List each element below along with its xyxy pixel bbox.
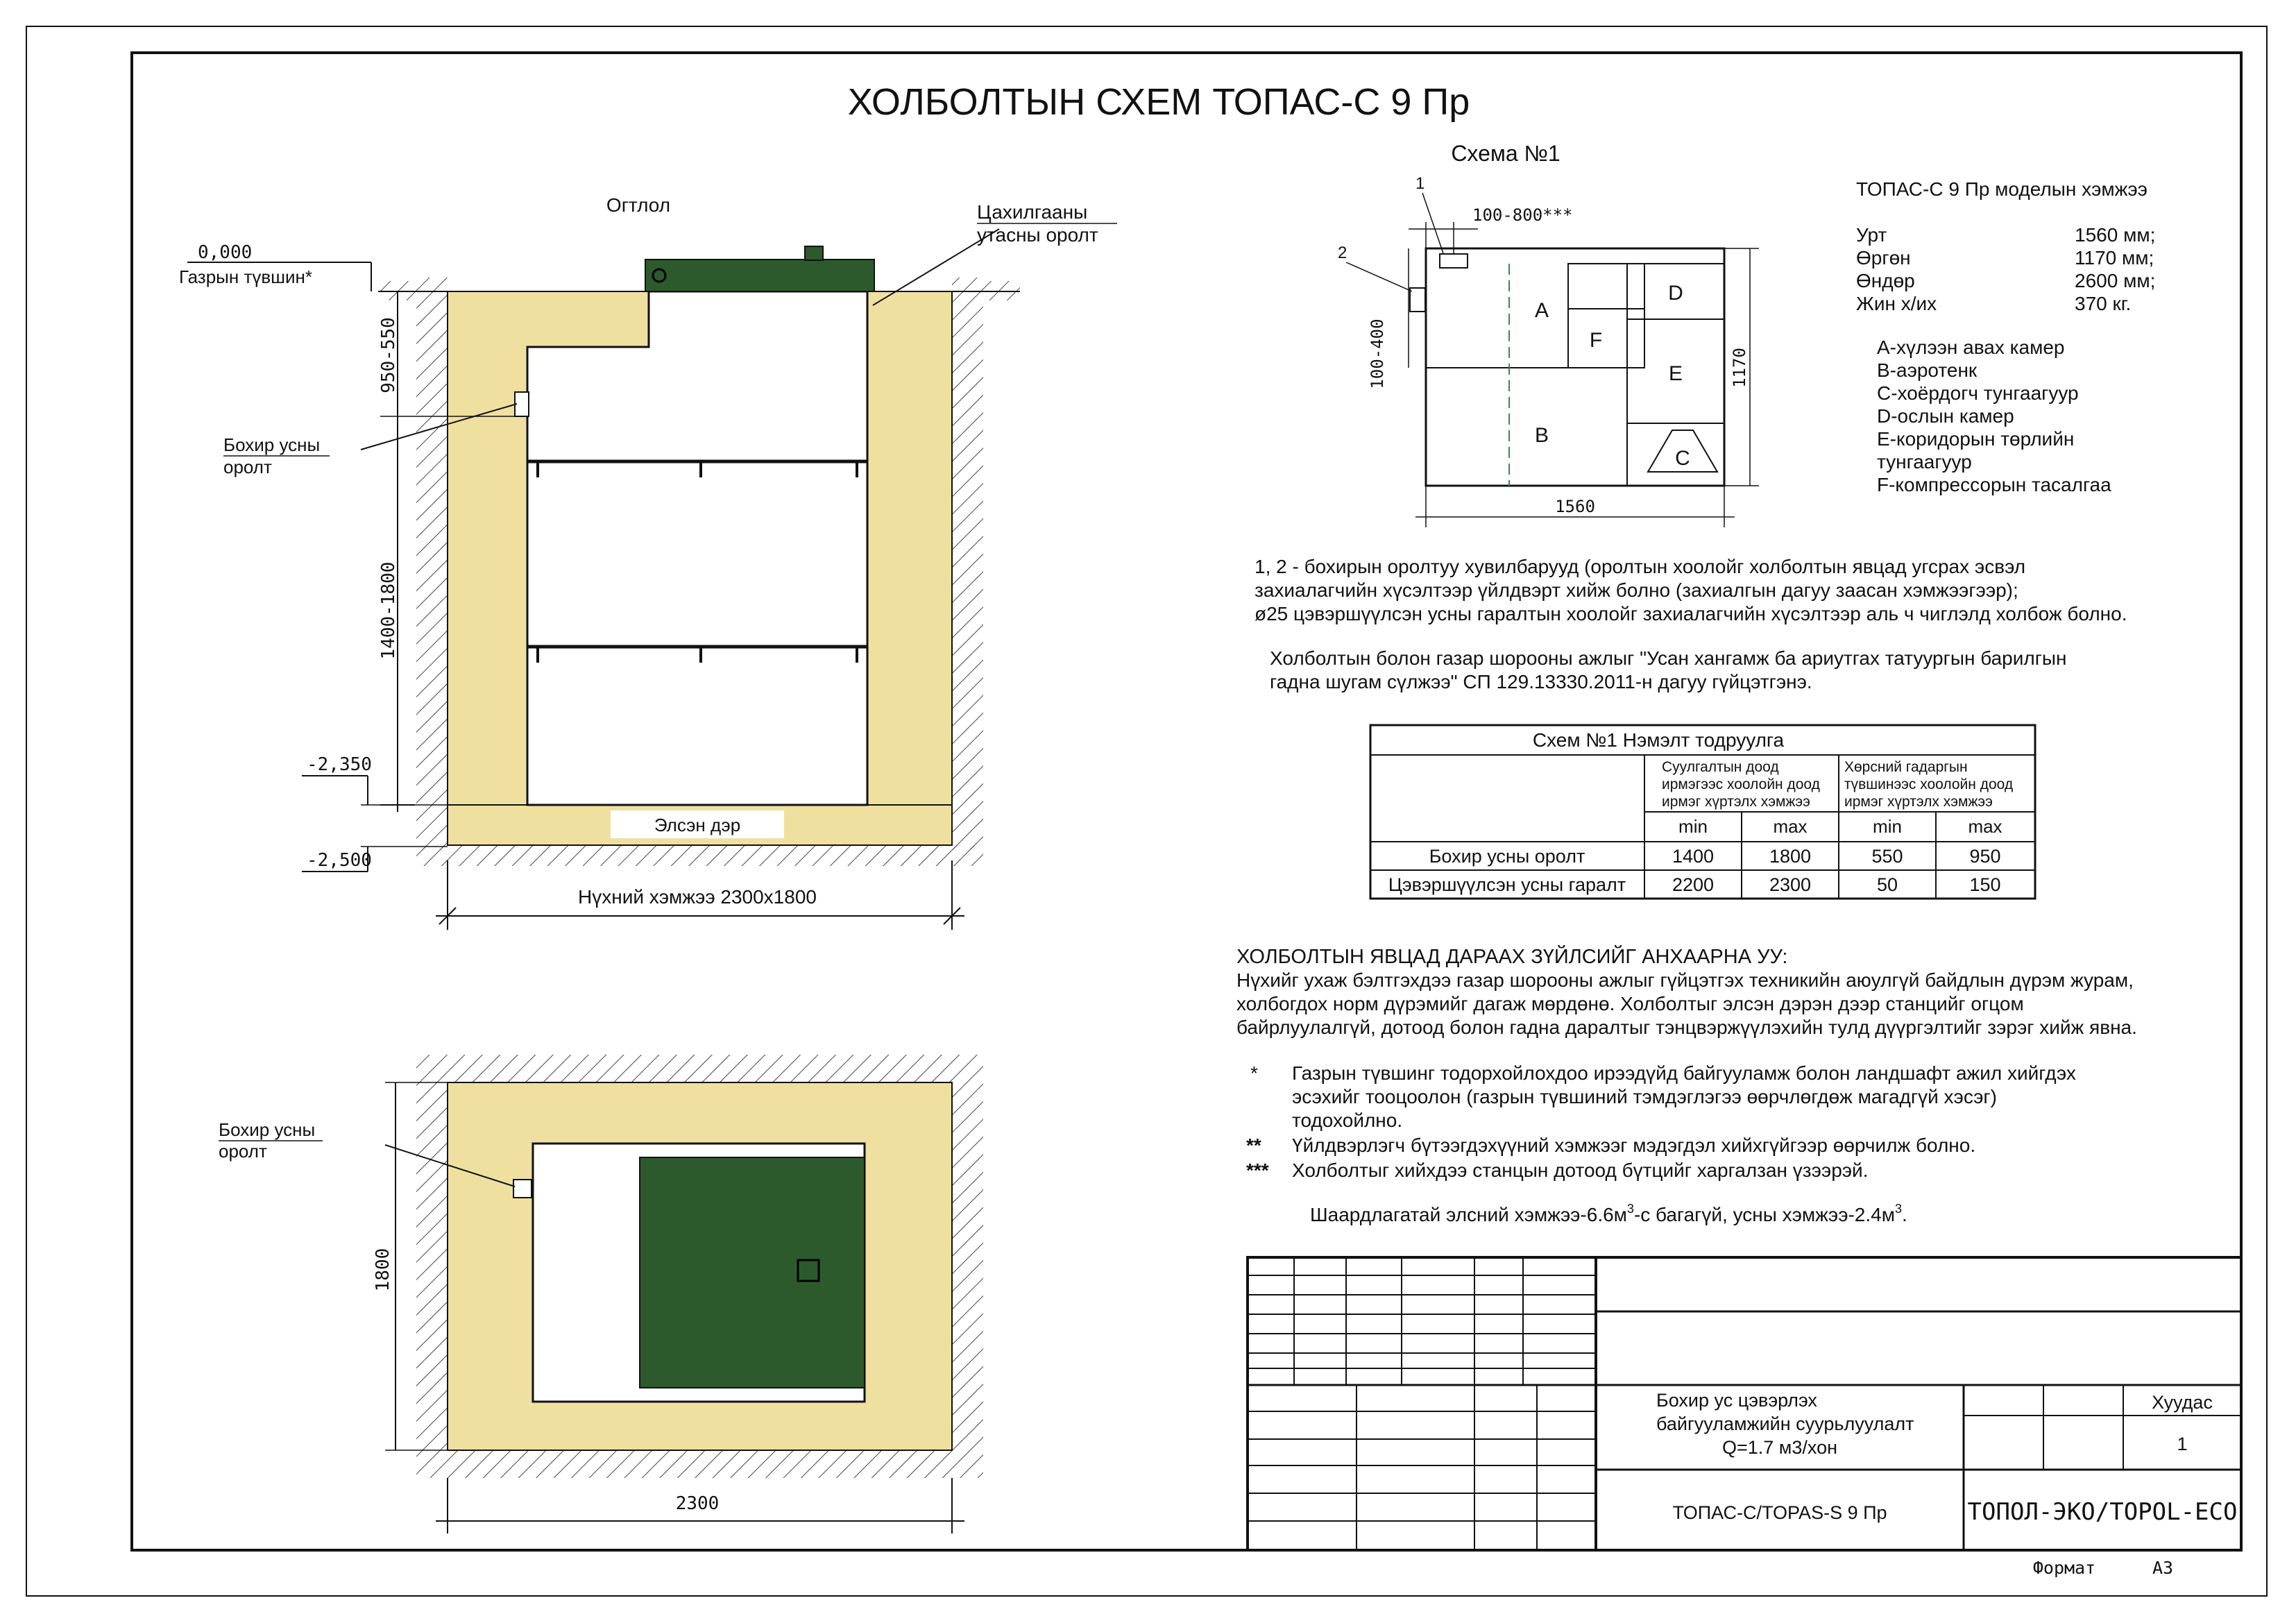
plan-inlet-label-2: оролт: [219, 1141, 267, 1162]
warning-line-0: Нүхийг ухаж бэлтгэхдээ газар шорооны ажлыг гүйцэтгэх техникийн аюулгүй байдлын дүрэм журам,: [1236, 969, 2134, 991]
model-row-name-3: Жин х/их: [1856, 293, 1937, 314]
table-title: Схем №1 Нэмэлт тодруулга: [1532, 729, 1785, 751]
warning-line-2: байрлуулалгүй, дотоод болон гадна даралтыг тэнцвэржүүлэхийн тулд дүүргэлтийг зэрэг хийж явна.: [1236, 1017, 2137, 1038]
table-row-1-label: Цэвэршүүлсэн усны гаралт: [1388, 874, 1626, 895]
table-row-1-v2: 50: [1876, 874, 1898, 895]
fn3-mark: ***: [1246, 1159, 1269, 1181]
table-row-1-v0: 2200: [1672, 874, 1715, 895]
dim-mid-section: 1400-1800: [378, 561, 399, 660]
plan-inlet-label-1: Бохир усны: [219, 1119, 316, 1140]
sand-end: .: [1902, 1204, 1907, 1225]
dim-top-section: 950-550: [378, 317, 399, 393]
stamp-desc-2: байгууламжийн суурьлуулалт: [1656, 1413, 1914, 1434]
scheme-dim-right: 1170: [1730, 348, 1749, 388]
callout-1: 1: [1415, 174, 1425, 193]
inlet-label-2: оролт: [223, 457, 272, 477]
zone-e: E: [1668, 362, 1683, 385]
zone-b: B: [1534, 424, 1549, 447]
legend-item-0: А-хүлээн авах камер: [1877, 337, 2065, 358]
table-group2-2: ирмэг хүртэлх хэмжээ: [1844, 794, 1993, 810]
plan-view: [219, 1055, 983, 1533]
inlet-label-1: Бохир усны: [223, 434, 321, 455]
model-row-value-1: 1170 мм;: [2075, 247, 2154, 269]
fn3-line: Холболтыг хийхдээ станцын дотоод бүтцийг харгалзан үзээрэй.: [1292, 1159, 1869, 1181]
title-block: [1248, 1257, 2241, 1578]
sand-bed-label: Элсэн дэр: [654, 815, 741, 835]
model-row-name-2: Өндөр: [1856, 270, 1915, 291]
table-row-0-v1: 1800: [1769, 846, 1812, 867]
zone-f: F: [1589, 329, 1603, 352]
sand-pre: Шаардлагатай элсний хэмжээ-6.6м: [1310, 1204, 1627, 1225]
table-group2-0: Хөрсний гадаргын: [1844, 759, 1968, 775]
warnings-block: [1236, 944, 2137, 1225]
zone-d: D: [1668, 282, 1683, 305]
table-sub-header-2: min: [1873, 816, 1902, 837]
table-group1-2: ирмэг хүртэлх хэмжээ: [1662, 794, 1810, 810]
stamp-desc-1: Бохир ус цэвэрлэх: [1656, 1390, 1817, 1411]
model-row-name-0: Урт: [1856, 224, 1887, 246]
ground-level-mark: 0,000: [198, 242, 253, 263]
ground-caption: Газрын түвшин*: [179, 266, 313, 287]
table-row-0-v3: 950: [1969, 846, 2001, 867]
table-sub-header-0: min: [1678, 816, 1708, 837]
table-group2-1: түвшинээс хоолойн доод: [1844, 776, 2014, 792]
scheme-dim-left: 100-400: [1368, 318, 1387, 389]
stamp-format-value: А3: [2152, 1558, 2174, 1578]
model-row-value-3: 370 кг.: [2075, 293, 2132, 314]
stamp-desc-3: Q=1.7 м3/хон: [1721, 1437, 1838, 1458]
callout-2: 2: [1338, 244, 1347, 262]
stamp-product: ТОПАС-С/TOPAS-S 9 Пр: [1672, 1502, 1887, 1523]
stamp-format-label: Формат: [2032, 1558, 2096, 1578]
legend-item-5: тунгаагуур: [1877, 451, 1972, 473]
tank-lid: [645, 260, 874, 291]
note2-line-1: гадна шугам сүлжээ" СП 129.13330.2011-н дагуу гүйцэтгэнэ.: [1270, 671, 1812, 692]
plan-tank-green: [640, 1157, 865, 1388]
note1-line-2: ø25 цэвэршүүлсэн усны гаралтын хоолойг захиалагчийн хүсэлтээр аль ч чиглэлд холбож болно.: [1255, 603, 2127, 624]
model-row-value-2: 2600 мм;: [2075, 270, 2156, 291]
electric-label-1: Цахилгааны: [977, 201, 1088, 223]
table-row-0-label: Бохир усны оролт: [1429, 846, 1585, 867]
model-specs: [1856, 178, 2155, 495]
soil-hatch-bottom: [416, 845, 983, 866]
zone-c: C: [1675, 447, 1690, 470]
legend-item-6: F-компрессорын тасалгаа: [1877, 474, 2111, 495]
legend-item-2: С-хоёрдогч тунгаагуур: [1877, 382, 2079, 404]
scheme-title: Схема №1: [1451, 141, 1561, 166]
plan-inlet-stub: [513, 1180, 532, 1198]
model-title: ТОПАС-С 9 Пр моделын хэмжээ: [1856, 178, 2148, 200]
table-sub-header-3: max: [1968, 816, 2002, 837]
soil-hatch-left: [416, 278, 448, 850]
clarification-table: [1370, 725, 2035, 899]
table-row-0-v0: 1400: [1672, 846, 1715, 867]
soil-hatch-right: [952, 278, 983, 850]
scheme-diagram: [1338, 141, 1759, 527]
table-sub-header-1: max: [1773, 816, 1808, 837]
level-base: -2,500: [307, 850, 372, 871]
note2-line-0: Холболтын болон газар шорооны ажлыг "Усан хангамж ба ариутгах татуургын барилгын: [1270, 647, 2067, 669]
table-row-1-v3: 150: [1969, 874, 2001, 895]
section-label: Огтлол: [606, 194, 671, 216]
sand-sup-1: 3: [1626, 1202, 1634, 1216]
plan-dim-bottom: 2300: [675, 1493, 720, 1514]
zone-a: A: [1534, 299, 1549, 322]
note1-line-1: захиалагчийн хүсэлтээр үйлдвэрт хийж болно (захиалгын дагуу заасан хэмжээгээр);: [1255, 579, 2018, 601]
notes-block: [1255, 556, 2127, 692]
fn1-line-1: эсэхийг тооцоолон (газрын түвшиний тэмдэглэгээ өөрчлөгдөж магадгүй хэсэг): [1292, 1086, 1997, 1107]
stamp-sheet-no: 1: [2177, 1434, 2188, 1454]
section-view: [179, 194, 1117, 930]
page-title: ХОЛБОЛТЫН СХЕМ ТОПАС-С 9 Пр: [847, 81, 1470, 123]
sand-sup-2: 3: [1894, 1202, 1902, 1216]
level-bottom: -2,350: [307, 754, 372, 775]
plan-dim-side: 1800: [373, 1248, 393, 1292]
warnings-heading: ХОЛБОЛТЫН ЯВЦАД ДАРААХ ЗҮЙЛСИЙГ АНХААРНА УУ:: [1236, 946, 1788, 968]
legend-item-3: D-ослын камер: [1877, 405, 2014, 427]
scheme-dim-bottom: 1560: [1555, 497, 1595, 516]
model-row-value-0: 1560 мм;: [2075, 224, 2156, 246]
fn2-mark: **: [1246, 1135, 1261, 1156]
fn2-line: Үйлдвэрлэгч бүтээгдэхүүний хэмжээг мэдэгдэл хийхгүйгээр өөрчилж болно.: [1292, 1135, 1976, 1156]
legend-item-1: В-аэротенк: [1877, 359, 1978, 381]
table-row-1-v1: 2300: [1769, 874, 1812, 895]
scheme-dim-top: 100-800***: [1472, 205, 1573, 225]
electric-label-2: утасны оролт: [977, 224, 1098, 246]
sand-mid: -с багагүй, усны хэмжээ-2.4м: [1633, 1204, 1895, 1225]
stamp-sheet-label: Хуудас: [2152, 1392, 2213, 1413]
fn1-line-0: Газрын түвшинг тодорхойлохдоо ирээдүйд байгууламж болон ландшафт ажил хийгдэх: [1292, 1062, 2076, 1084]
fn1-line-2: тодохойлно.: [1292, 1110, 1403, 1131]
table-group1-0: Суулгалтын доод: [1662, 759, 1779, 775]
warning-line-1: холбогдох норм дүрэмийг дагаж мөрдөнө. Холболтыг элсэн дэрэн дээр станцийг огцом: [1236, 993, 2024, 1014]
legend-item-4: E-коридорын төрлийн: [1877, 428, 2075, 450]
note1-line-0: 1, 2 - бохирын оролтуу хувилбарууд (оролтын хоолойг холболтын явцад угсрах эсвэл: [1255, 556, 2026, 577]
table-row-0-v2: 550: [1871, 846, 1903, 867]
sand-water-note: [1310, 1202, 1907, 1225]
tank-body: [527, 291, 867, 805]
stamp-company: ТОПОЛ-ЭКО/TOPOL-ECO: [1967, 1498, 2238, 1526]
table-group1-1: ирмэгээс хоолойн доод: [1662, 776, 1820, 792]
model-row-name-1: Өргөн: [1856, 247, 1911, 269]
fn1-mark: *: [1250, 1062, 1258, 1084]
pit-size-label: Нүхний хэмжээ 2300х1800: [578, 886, 817, 908]
